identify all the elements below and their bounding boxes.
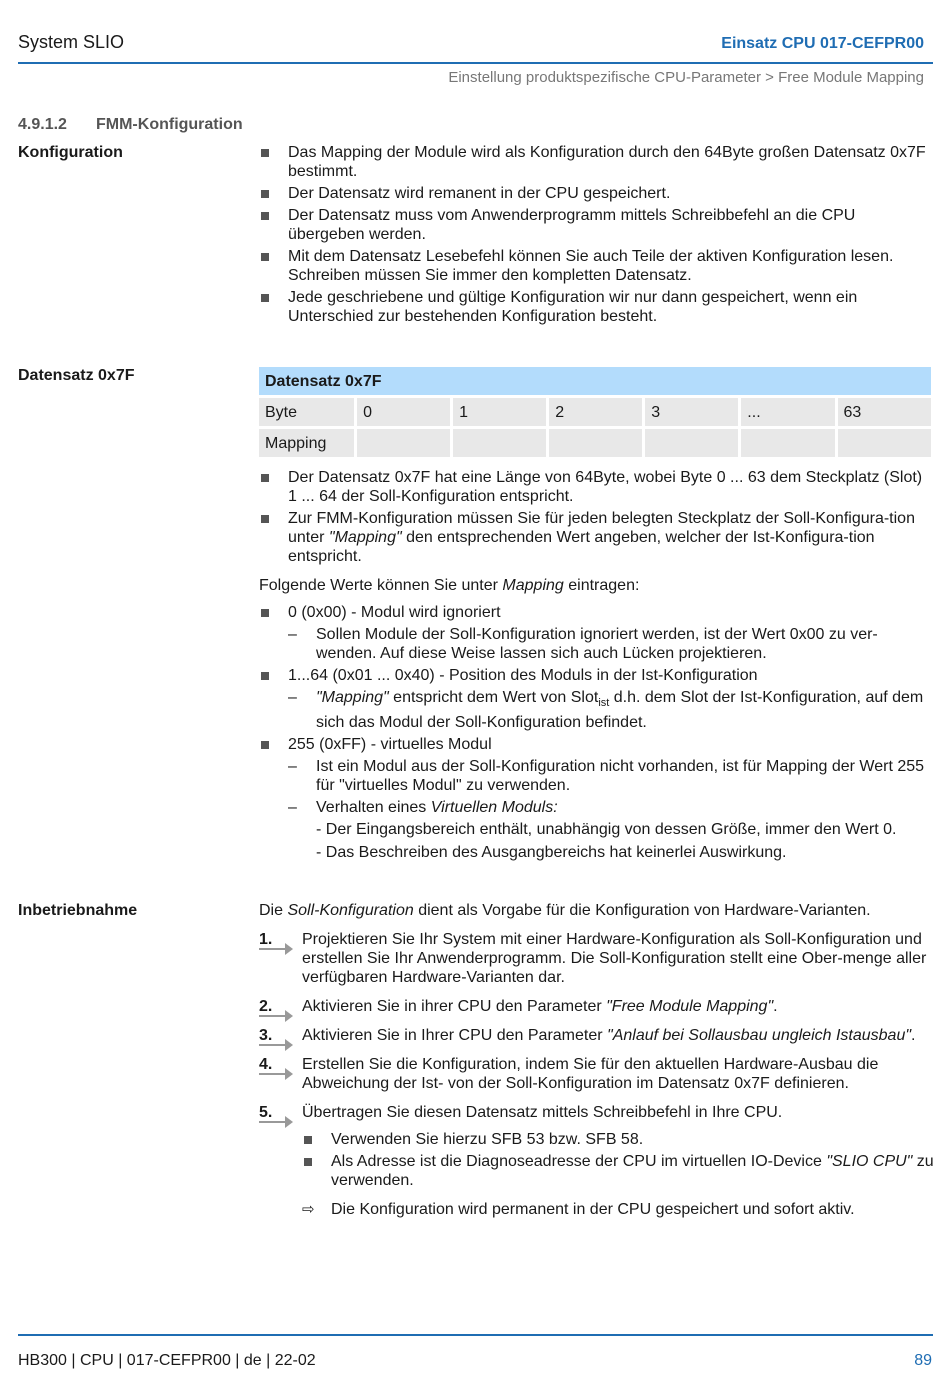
list-item-text: Als Adresse ist die Diagnoseadresse der CPU im virtuellen IO-Device	[331, 1153, 827, 1170]
datensatz-table	[256, 364, 934, 460]
step-number	[259, 930, 293, 949]
step-number-text: 4.	[259, 1056, 273, 1073]
list-item	[259, 1130, 934, 1149]
table-row	[259, 398, 931, 426]
step-arrow-icon	[259, 1121, 289, 1123]
table-cell: 1	[453, 398, 546, 426]
sub-item	[259, 798, 934, 817]
section-title: FMM-Konfiguration	[96, 116, 243, 133]
list-item	[259, 666, 934, 685]
step-arrow-icon	[259, 948, 289, 950]
sub-item-text: d.h. dem Slot der Ist-Konfiguration, auf dem sich das Modul der Soll-Konfiguration befindet.	[316, 689, 924, 732]
step-item	[259, 1026, 934, 1045]
list-item-text: den entsprechenden Wert angeben, welcher der Ist-Konfigura-tion entspricht.	[288, 529, 875, 565]
step-text: Aktivieren Sie in ihrer CPU den Parameter	[302, 998, 607, 1015]
table-cell	[357, 429, 450, 457]
section-number: 4.9.1.2	[18, 116, 67, 133]
sub-item-emphasis: "Mapping"	[316, 689, 389, 706]
step-arrow-icon	[259, 1073, 289, 1075]
intro-text: eintragen:	[563, 577, 640, 594]
konfiguration-list	[259, 143, 934, 329]
step-text: Projektieren Sie Ihr System mit einer Hardware-Konfiguration als Soll-Konfiguration und erstellen Sie Ihr Anwenderprogramm. Die Soll-Konfiguration stellt eine Ober-menge aller verfügbaren Hardware-Varianten dar.	[302, 931, 927, 986]
bullet-square-icon	[261, 190, 269, 198]
list-item	[259, 735, 934, 754]
list-item	[259, 1152, 934, 1190]
step-item	[259, 1055, 934, 1093]
sub-item	[259, 625, 934, 663]
step-text: Aktivieren Sie in Ihrer CPU den Parameter	[302, 1027, 608, 1044]
sub-item-text: Ist ein Modul aus der Soll-Konfiguration nicht vorhanden, ist für Mapping der Wert 255 für "virtuelles Modul" zu verwenden.	[316, 758, 925, 795]
step-number	[259, 1026, 293, 1045]
table-cell: 2	[549, 398, 642, 426]
list-item	[259, 509, 934, 566]
sub-item-emphasis: Virtuellen Moduls:	[430, 799, 558, 817]
list-item-text: 255 (0xFF) - virtuelles Modul	[288, 736, 492, 754]
list-item	[259, 247, 934, 285]
table-cell	[645, 429, 738, 457]
bullet-square-icon	[304, 1136, 312, 1144]
sub-item	[259, 688, 934, 732]
bullet-square-icon	[261, 609, 269, 617]
bullet-square-icon	[261, 474, 269, 482]
bullet-square-icon	[261, 149, 269, 157]
sub-line: - Das Beschreiben des Ausgangbereichs hat keinerlei Auswirkung.	[316, 844, 787, 862]
step-item	[259, 930, 934, 987]
step-text: Erstellen Sie die Konfiguration, indem Sie für den aktuellen Hardware-Ausbau die Abweichung der Ist- von der Soll-Konfiguration im Datensatz 0x7F definieren.	[302, 1056, 879, 1092]
dash-icon: –	[288, 689, 297, 706]
list-item-text: Zur FMM-Konfiguration müssen Sie für jeden belegten Steckplatz der Soll-Konfigura-tion unter	[288, 510, 915, 546]
list-item-text: Der Datensatz 0x7F hat eine Länge von 64Byte, wobei Byte 0 ... 63 dem Steckplatz (Slot) 1 ... 64 der Soll-Konfiguration entspricht.	[288, 469, 923, 505]
step-number-text: 5.	[259, 1104, 273, 1121]
step-emphasis: "Free Module Mapping"	[606, 998, 774, 1015]
step-text: Übertragen Sie diesen Datensatz mittels Schreibbefehl in Ihre CPU.	[302, 1104, 783, 1121]
footer-doc-id: HB300 | CPU | 017-CEFPR00 | de | 22-02	[18, 1352, 316, 1369]
step-arrow-icon	[259, 1044, 289, 1046]
list-item-text: Der Datensatz wird remanent in der CPU gespeichert.	[288, 185, 671, 202]
inbetrieb-block	[259, 901, 934, 1219]
page-number: 89	[914, 1352, 932, 1369]
sub-item	[259, 757, 934, 795]
sub-line: - Der Eingangsbereich enthält, unabhängig von dessen Größe, immer den Wert 0.	[316, 821, 897, 839]
table-cell	[453, 429, 546, 457]
table-cell: 3	[645, 398, 738, 426]
list-item	[259, 184, 934, 203]
bullet-square-icon	[304, 1158, 312, 1166]
list-item-text: Jede geschriebene und gültige Konfiguration wir nur dann gespeichert, wenn ein Unterschied zur bestehenden Konfiguration besteht.	[288, 289, 858, 325]
intro-text: dient als Vorgabe für die Konfiguration von Hardware-Varianten.	[413, 902, 871, 919]
table-cell	[838, 429, 931, 457]
header-divider	[18, 62, 933, 64]
list-item-text: Das Mapping der Module wird als Konfiguration durch den 64Byte großen Datensatz 0x7F bestimmt.	[288, 144, 926, 180]
bullet-square-icon	[261, 294, 269, 302]
table-title: Datensatz 0x7F	[259, 367, 931, 395]
bullet-square-icon	[261, 515, 269, 523]
values-intro	[259, 576, 934, 595]
list-item-text: Mit dem Datensatz Lesebefehl können Sie auch Teile der aktiven Konfiguration lesen. Schreiben müssen Sie immer den kompletten Datensatz.	[288, 248, 894, 284]
bullet-square-icon	[261, 253, 269, 261]
bullet-square-icon	[261, 741, 269, 749]
list-item-text: zu verwenden.	[331, 1153, 934, 1189]
dash-icon: –	[288, 626, 297, 643]
sub-item-text: Verhalten eines	[316, 799, 431, 817]
table-cell: 0	[357, 398, 450, 426]
sub-item-text: entspricht dem Wert von Slot	[388, 689, 599, 706]
sub-item-text: Sollen Module der Soll-Konfiguration ignoriert werden, ist der Wert 0x00 zu ver-wenden. Auf diese Weise lassen sich auch Lücken projektieren.	[316, 626, 878, 662]
list-item-text: Der Datensatz muss vom Anwenderprogramm mittels Schreibbefehl an die CPU übergeben werden.	[288, 207, 856, 243]
bullet-square-icon	[261, 672, 269, 680]
list-item	[259, 143, 934, 181]
step-number	[259, 997, 293, 1016]
dash-icon: –	[288, 799, 297, 817]
step-text: .	[911, 1027, 916, 1044]
table-cell	[741, 429, 834, 457]
step-number-text: 2.	[259, 998, 273, 1015]
intro-emphasis: Soll-Konfiguration	[287, 902, 414, 919]
result-arrow-icon: ⇨	[302, 1201, 315, 1218]
table-row	[259, 429, 931, 457]
list-item	[259, 603, 934, 622]
footer-divider	[18, 1334, 933, 1336]
step-number	[259, 1103, 293, 1122]
datensatz-label: Datensatz 0x7F	[18, 367, 135, 384]
table-cell: Byte	[259, 398, 354, 426]
konfiguration-label: Konfiguration	[18, 144, 123, 161]
datensatz-block	[259, 364, 934, 866]
header-chapter: Einsatz CPU 017-CEFPR00	[721, 35, 924, 52]
subscript: ist	[598, 697, 610, 710]
table-cell: ...	[741, 398, 834, 426]
step-text: .	[773, 998, 778, 1015]
result-line	[259, 1200, 934, 1219]
list-item-text: Verwenden Sie hierzu SFB 53 bzw. SFB 58.	[331, 1131, 644, 1148]
breadcrumb: Einstellung produktspezifische CPU-Parameter > Free Module Mapping	[448, 69, 924, 86]
step-arrow-icon	[259, 1015, 289, 1017]
intro-text: Die	[259, 902, 288, 919]
header-product: System SLIO	[18, 32, 125, 52]
list-item-text: 0 (0x00) - Modul wird ignoriert	[288, 604, 501, 621]
list-item	[259, 288, 934, 326]
step-emphasis: "Anlauf bei Sollausbau ungleich Istausbau"	[607, 1027, 912, 1044]
list-item-emphasis: "Mapping"	[328, 529, 402, 546]
inbetrieb-intro	[259, 901, 934, 920]
intro-text: Folgende Werte können Sie unter	[259, 577, 503, 594]
step-item	[259, 997, 934, 1016]
step-number	[259, 1055, 293, 1074]
dash-icon: –	[288, 758, 297, 776]
table-cell: 63	[838, 398, 931, 426]
list-item	[259, 468, 934, 506]
result-text: Die Konfiguration wird permanent in der CPU gespeichert und sofort aktiv.	[331, 1201, 855, 1218]
step-number-text: 1.	[259, 931, 273, 948]
list-item-text: 1...64 (0x01 ... 0x40) - Position des Moduls in der Ist-Konfiguration	[288, 667, 758, 684]
list-item-emphasis: "SLIO CPU"	[826, 1153, 913, 1170]
list-item	[259, 206, 934, 244]
table-cell	[549, 429, 642, 457]
inbetrieb-label: Inbetriebnahme	[18, 902, 138, 919]
intro-emphasis: Mapping	[502, 577, 564, 594]
table-cell: Mapping	[259, 429, 354, 457]
bullet-square-icon	[261, 212, 269, 220]
step-item	[259, 1103, 934, 1122]
step-number-text: 3.	[259, 1027, 273, 1044]
